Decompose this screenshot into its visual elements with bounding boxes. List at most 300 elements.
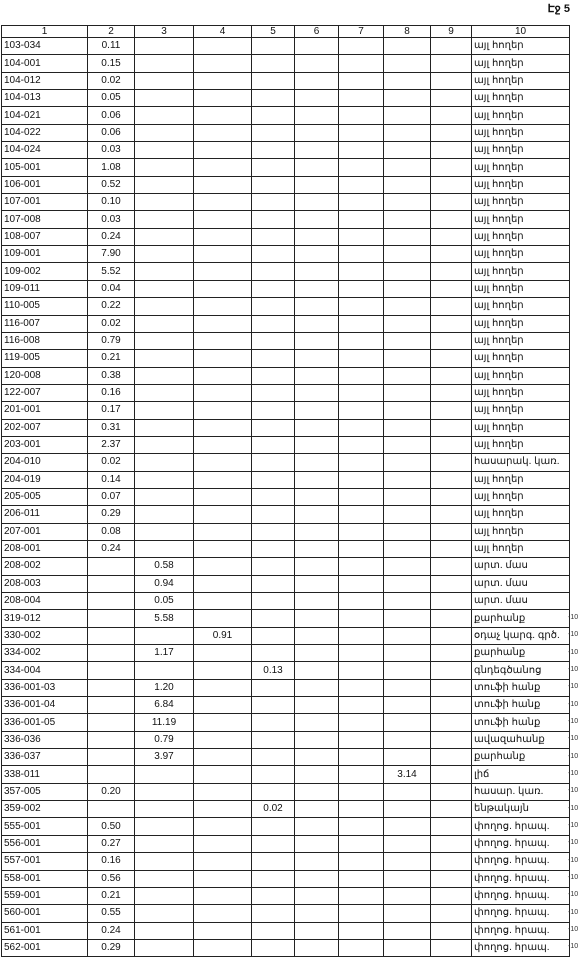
table-row	[2, 801, 570, 818]
cell-col-2	[88, 731, 135, 748]
cell-col-6	[295, 298, 339, 315]
cell-col-10: ենթակայն	[472, 801, 570, 818]
cell-col-10: այլ հողեր	[472, 107, 570, 124]
cell-col-9	[431, 749, 472, 766]
cell-col-9	[431, 402, 472, 419]
cell-col-10: այլ հողեր	[472, 211, 570, 228]
cell-col-1: 203-001	[2, 436, 88, 453]
cell-col-1: 103-034	[2, 38, 88, 55]
cell-col-2: 0.79	[88, 332, 135, 349]
cell-col-8	[384, 488, 431, 505]
cell-col-3	[135, 905, 194, 922]
cell-col-7	[339, 194, 384, 211]
cell-col-8	[384, 679, 431, 696]
cell-col-10: այլ հողեր	[472, 263, 570, 280]
cell-col-3	[135, 107, 194, 124]
land-ledger-table	[1, 25, 570, 957]
cell-col-8	[384, 783, 431, 800]
cell-col-4	[194, 228, 252, 245]
cell-col-1: 559-001	[2, 887, 88, 904]
cell-col-8	[384, 228, 431, 245]
margin-mark: -10	[568, 683, 579, 691]
cell-col-6	[295, 887, 339, 904]
cell-col-3	[135, 662, 194, 679]
table-row	[2, 714, 570, 731]
cell-col-10: հասար. կառ.	[472, 783, 570, 800]
cell-col-6	[295, 766, 339, 783]
cell-col-5	[252, 107, 295, 124]
cell-col-10: տուֆի հանք	[472, 679, 570, 696]
cell-col-1: 110-005	[2, 298, 88, 315]
cell-col-6	[295, 679, 339, 696]
table-row	[2, 367, 570, 384]
cell-col-6	[295, 367, 339, 384]
cell-col-1: 205-005	[2, 488, 88, 505]
cell-col-2: 0.03	[88, 142, 135, 159]
cell-col-3: 5.58	[135, 610, 194, 627]
table-row	[2, 194, 570, 211]
cell-col-10: օդաչ կարգ. գրծ.	[472, 627, 570, 644]
cell-col-7	[339, 315, 384, 332]
cell-col-5	[252, 402, 295, 419]
cell-col-5	[252, 905, 295, 922]
table-row	[2, 159, 570, 176]
column-header-7: 7	[339, 26, 384, 38]
cell-col-2: 0.29	[88, 939, 135, 956]
cell-col-7	[339, 124, 384, 141]
cell-col-8	[384, 575, 431, 592]
margin-mark: -10	[568, 665, 579, 673]
table-row	[2, 540, 570, 557]
cell-col-1: 108-007	[2, 228, 88, 245]
cell-col-4	[194, 870, 252, 887]
cell-col-7	[339, 384, 384, 401]
cell-col-1: 334-004	[2, 662, 88, 679]
cell-col-9	[431, 939, 472, 956]
cell-col-5	[252, 697, 295, 714]
cell-col-3: 11.19	[135, 714, 194, 731]
table-row	[2, 922, 570, 939]
cell-col-7	[339, 471, 384, 488]
table-row	[2, 766, 570, 783]
cell-col-6	[295, 922, 339, 939]
table-row	[2, 488, 570, 505]
cell-col-7	[339, 55, 384, 72]
cell-col-3	[135, 384, 194, 401]
cell-col-7	[339, 731, 384, 748]
cell-col-3	[135, 263, 194, 280]
cell-col-2	[88, 575, 135, 592]
cell-col-5	[252, 610, 295, 627]
cell-col-5	[252, 870, 295, 887]
table-row	[2, 436, 570, 453]
cell-col-6	[295, 176, 339, 193]
cell-col-6	[295, 645, 339, 662]
cell-col-5	[252, 55, 295, 72]
cell-col-3	[135, 783, 194, 800]
column-header-9: 9	[431, 26, 472, 38]
cell-col-5	[252, 749, 295, 766]
margin-mark: -10	[568, 787, 579, 795]
cell-col-8	[384, 298, 431, 315]
cell-col-7	[339, 454, 384, 471]
table-row	[2, 384, 570, 401]
table-row	[2, 697, 570, 714]
cell-col-3	[135, 471, 194, 488]
cell-col-8	[384, 436, 431, 453]
cell-col-7	[339, 280, 384, 297]
cell-col-2: 0.16	[88, 384, 135, 401]
cell-col-4	[194, 72, 252, 89]
cell-col-5	[252, 124, 295, 141]
cell-col-7	[339, 679, 384, 696]
cell-col-1: 201-001	[2, 402, 88, 419]
cell-col-5	[252, 419, 295, 436]
cell-col-1: 116-008	[2, 332, 88, 349]
cell-col-10: փողոց. հրապ.	[472, 818, 570, 835]
cell-col-1: 120-008	[2, 367, 88, 384]
cell-col-6	[295, 506, 339, 523]
margin-mark: -10	[568, 769, 579, 777]
cell-col-10: քարհանք	[472, 645, 570, 662]
cell-col-6	[295, 870, 339, 887]
cell-col-10: փողոց. հրապ.	[472, 853, 570, 870]
cell-col-3	[135, 194, 194, 211]
column-header-2: 2	[88, 26, 135, 38]
cell-col-5	[252, 471, 295, 488]
cell-col-8	[384, 194, 431, 211]
cell-col-1: 107-008	[2, 211, 88, 228]
cell-col-5	[252, 142, 295, 159]
cell-col-6	[295, 454, 339, 471]
cell-col-8	[384, 645, 431, 662]
cell-col-6	[295, 419, 339, 436]
cell-col-6	[295, 107, 339, 124]
cell-col-5	[252, 72, 295, 89]
cell-col-6	[295, 714, 339, 731]
cell-col-6	[295, 540, 339, 557]
cell-col-10: գնդեգծանոց	[472, 662, 570, 679]
cell-col-8	[384, 853, 431, 870]
cell-col-10: քարհանք	[472, 749, 570, 766]
cell-col-7	[339, 835, 384, 852]
cell-col-3	[135, 332, 194, 349]
cell-col-4	[194, 506, 252, 523]
cell-col-8	[384, 801, 431, 818]
cell-col-9	[431, 922, 472, 939]
cell-col-4	[194, 801, 252, 818]
cell-col-8	[384, 731, 431, 748]
cell-col-5: 0.13	[252, 662, 295, 679]
cell-col-1: 319-012	[2, 610, 88, 627]
cell-col-5	[252, 627, 295, 644]
cell-col-5	[252, 575, 295, 592]
cell-col-5	[252, 835, 295, 852]
cell-col-4	[194, 454, 252, 471]
cell-col-2: 5.52	[88, 263, 135, 280]
table-row	[2, 627, 570, 644]
cell-col-3	[135, 506, 194, 523]
cell-col-9	[431, 350, 472, 367]
table-row	[2, 870, 570, 887]
cell-col-4	[194, 332, 252, 349]
cell-col-7	[339, 783, 384, 800]
cell-col-1: 330-002	[2, 627, 88, 644]
cell-col-9	[431, 228, 472, 245]
cell-col-7	[339, 714, 384, 731]
cell-col-4	[194, 610, 252, 627]
cell-col-10: այլ հողեր	[472, 228, 570, 245]
cell-col-6	[295, 627, 339, 644]
cell-col-9	[431, 38, 472, 55]
cell-col-7	[339, 402, 384, 419]
cell-col-10: այլ հողեր	[472, 159, 570, 176]
cell-col-4	[194, 55, 252, 72]
cell-col-7	[339, 159, 384, 176]
cell-col-5	[252, 454, 295, 471]
cell-col-3	[135, 766, 194, 783]
cell-col-5	[252, 766, 295, 783]
cell-col-8	[384, 263, 431, 280]
cell-col-9	[431, 246, 472, 263]
cell-col-6	[295, 662, 339, 679]
table-row	[2, 939, 570, 956]
cell-col-3	[135, 38, 194, 55]
cell-col-9	[431, 801, 472, 818]
cell-col-9	[431, 540, 472, 557]
cell-col-7	[339, 38, 384, 55]
cell-col-4	[194, 783, 252, 800]
cell-col-4	[194, 124, 252, 141]
cell-col-7	[339, 749, 384, 766]
cell-col-2: 0.50	[88, 818, 135, 835]
cell-col-6	[295, 55, 339, 72]
cell-col-1: 104-012	[2, 72, 88, 89]
cell-col-9	[431, 506, 472, 523]
cell-col-8	[384, 558, 431, 575]
cell-col-7	[339, 176, 384, 193]
cell-col-9	[431, 575, 472, 592]
table-row	[2, 835, 570, 852]
cell-col-2: 0.31	[88, 419, 135, 436]
cell-col-1: 336-001-03	[2, 679, 88, 696]
table-row	[2, 454, 570, 471]
cell-col-2	[88, 645, 135, 662]
cell-col-10: փողոց. հրապ.	[472, 887, 570, 904]
cell-col-6	[295, 436, 339, 453]
table-row	[2, 749, 570, 766]
margin-mark: -10	[568, 613, 579, 621]
margin-mark: -10	[568, 839, 579, 847]
cell-col-8	[384, 818, 431, 835]
cell-col-10: այլ հողեր	[472, 55, 570, 72]
cell-col-7	[339, 419, 384, 436]
cell-col-7	[339, 506, 384, 523]
cell-col-9	[431, 471, 472, 488]
table-row	[2, 72, 570, 89]
cell-col-1: 336-001-05	[2, 714, 88, 731]
cell-col-9	[431, 194, 472, 211]
cell-col-5	[252, 540, 295, 557]
cell-col-2: 0.29	[88, 506, 135, 523]
table-row	[2, 263, 570, 280]
cell-col-5	[252, 714, 295, 731]
table-row	[2, 315, 570, 332]
cell-col-5	[252, 350, 295, 367]
cell-col-6	[295, 471, 339, 488]
cell-col-7	[339, 766, 384, 783]
cell-col-10: այլ հողեր	[472, 332, 570, 349]
cell-col-4	[194, 471, 252, 488]
cell-col-9	[431, 731, 472, 748]
cell-col-6	[295, 228, 339, 245]
cell-col-10: քարհանք	[472, 610, 570, 627]
cell-col-9	[431, 211, 472, 228]
cell-col-10: այլ հողեր	[472, 402, 570, 419]
cell-col-4	[194, 523, 252, 540]
cell-col-6	[295, 575, 339, 592]
cell-col-9	[431, 835, 472, 852]
cell-col-6	[295, 905, 339, 922]
cell-col-6	[295, 835, 339, 852]
cell-col-8	[384, 211, 431, 228]
cell-col-4	[194, 384, 252, 401]
cell-col-10: փողոց. հրապ.	[472, 905, 570, 922]
cell-col-8	[384, 124, 431, 141]
cell-col-1: 119-005	[2, 350, 88, 367]
cell-col-7	[339, 332, 384, 349]
cell-col-8	[384, 939, 431, 956]
cell-col-6	[295, 731, 339, 748]
cell-col-8	[384, 107, 431, 124]
margin-mark: -10	[568, 752, 579, 760]
cell-col-1: 338-011	[2, 766, 88, 783]
cell-col-4	[194, 38, 252, 55]
cell-col-3	[135, 246, 194, 263]
cell-col-3	[135, 835, 194, 852]
cell-col-4	[194, 766, 252, 783]
margin-mark: -10	[568, 926, 579, 934]
cell-col-1: 104-021	[2, 107, 88, 124]
cell-col-10: այլ հողեր	[472, 38, 570, 55]
cell-col-7	[339, 939, 384, 956]
cell-col-10: փողոց. հրապ.	[472, 835, 570, 852]
cell-col-2: 0.17	[88, 402, 135, 419]
margin-mark: -10	[568, 821, 579, 829]
cell-col-7	[339, 72, 384, 89]
cell-col-2: 0.05	[88, 90, 135, 107]
cell-col-1: 336-001-04	[2, 697, 88, 714]
cell-col-10: արտ. մաս	[472, 558, 570, 575]
cell-col-7	[339, 922, 384, 939]
cell-col-6	[295, 697, 339, 714]
cell-col-9	[431, 419, 472, 436]
cell-col-9	[431, 488, 472, 505]
cell-col-8	[384, 384, 431, 401]
cell-col-1: 202-007	[2, 419, 88, 436]
cell-col-9	[431, 55, 472, 72]
cell-col-6	[295, 315, 339, 332]
column-header-3: 3	[135, 26, 194, 38]
cell-col-5	[252, 679, 295, 696]
cell-col-3	[135, 801, 194, 818]
cell-col-3	[135, 72, 194, 89]
cell-col-4	[194, 246, 252, 263]
cell-col-4	[194, 818, 252, 835]
cell-col-4	[194, 419, 252, 436]
cell-col-7	[339, 488, 384, 505]
cell-col-6	[295, 558, 339, 575]
cell-col-4: 0.91	[194, 627, 252, 644]
cell-col-4	[194, 939, 252, 956]
cell-col-4	[194, 575, 252, 592]
cell-col-4	[194, 142, 252, 159]
cell-col-8	[384, 402, 431, 419]
cell-col-4	[194, 714, 252, 731]
cell-col-4	[194, 749, 252, 766]
cell-col-2: 0.16	[88, 853, 135, 870]
cell-col-7	[339, 645, 384, 662]
cell-col-6	[295, 818, 339, 835]
cell-col-10: տուֆի հանք	[472, 714, 570, 731]
cell-col-2: 7.90	[88, 246, 135, 263]
table-row	[2, 38, 570, 55]
margin-mark: -10	[568, 735, 579, 743]
cell-col-4	[194, 593, 252, 610]
cell-col-5	[252, 228, 295, 245]
cell-col-3	[135, 90, 194, 107]
cell-col-5	[252, 818, 295, 835]
cell-col-9	[431, 298, 472, 315]
cell-col-4	[194, 90, 252, 107]
margin-mark: -10	[568, 631, 579, 639]
table-row	[2, 55, 570, 72]
cell-col-9	[431, 610, 472, 627]
cell-col-2: 0.27	[88, 835, 135, 852]
page-label: Էջ 5	[547, 3, 570, 15]
cell-col-7	[339, 142, 384, 159]
cell-col-3	[135, 540, 194, 557]
margin-mark: -10	[568, 856, 579, 864]
cell-col-4	[194, 263, 252, 280]
cell-col-7	[339, 575, 384, 592]
cell-col-7	[339, 298, 384, 315]
cell-col-1: 104-013	[2, 90, 88, 107]
cell-col-8: 3.14	[384, 766, 431, 783]
cell-col-3	[135, 887, 194, 904]
cell-col-1: 206-011	[2, 506, 88, 523]
cell-col-2	[88, 766, 135, 783]
cell-col-5	[252, 315, 295, 332]
cell-col-4	[194, 679, 252, 696]
cell-col-6	[295, 142, 339, 159]
cell-col-10: այլ հողեր	[472, 384, 570, 401]
cell-col-10: այլ հողեր	[472, 419, 570, 436]
cell-col-6	[295, 384, 339, 401]
cell-col-4	[194, 645, 252, 662]
cell-col-3	[135, 454, 194, 471]
cell-col-5	[252, 939, 295, 956]
cell-col-5	[252, 922, 295, 939]
cell-col-4	[194, 488, 252, 505]
cell-col-10: այլ հողեր	[472, 124, 570, 141]
cell-col-2	[88, 749, 135, 766]
cell-col-1: 336-036	[2, 731, 88, 748]
cell-col-8	[384, 246, 431, 263]
cell-col-9	[431, 818, 472, 835]
cell-col-1: 107-001	[2, 194, 88, 211]
table-row	[2, 124, 570, 141]
